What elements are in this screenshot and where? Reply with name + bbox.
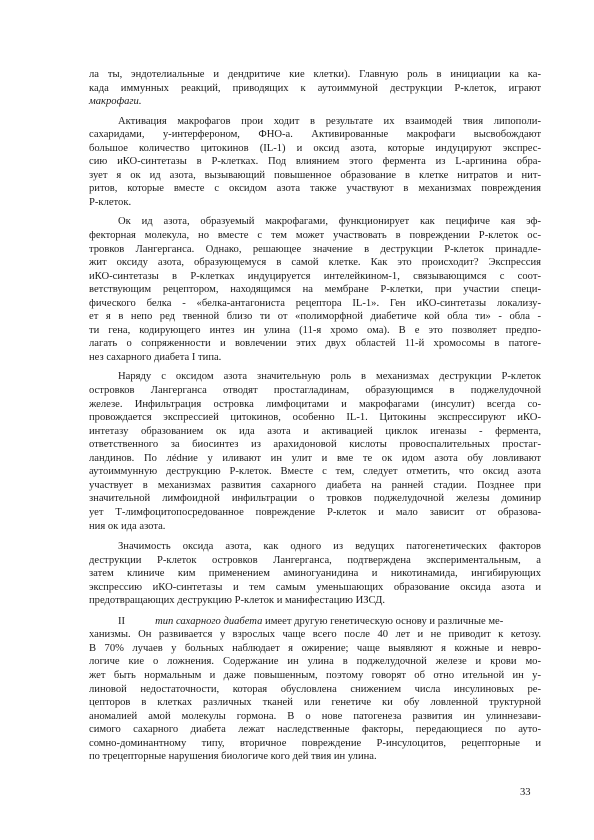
text-line: ритов, которые вместе с оксидом азота также участвуют в механизмах повреждения <box>89 183 541 195</box>
text-line: В 70% лучаев у больных наблюдает я ожирение; чаще выявляют я кожные и невро- <box>89 642 541 654</box>
page-number: 33 <box>520 787 531 798</box>
text-line: фекторная молекула, но вместе с тем может участвовать в повреждении Р-клеток ос- <box>89 230 541 242</box>
text-line: островков Лангерганса отводят простагладинам, образующимся в поджелудочной <box>89 385 541 397</box>
text-line: тровков Лангерганса. Однако, решающее значение в деструкции Р-клеток принадле- <box>89 243 541 255</box>
text-line: ует Т-лимфоцитопосредованное повреждение Р-клеток и мало зависит от образова- <box>89 506 541 518</box>
roman-numeral: II <box>118 615 126 627</box>
text-line: железе. Инфильтрация островка лимфоцитами и макрофагами (инсулит) всегда со- <box>89 398 541 410</box>
text-line: зует я ок ид азота, вызывающий повышенное образование в клетке нитратов и нит- <box>89 169 541 181</box>
text-line: аномалией амой молекулы гормона. В о нове патогенеза развития ин улиннезави- <box>89 710 541 722</box>
text-line: лагать о сопряженности и вовлечении этих двух областей 11-й хромосомы в патоге- <box>89 338 541 350</box>
text-line: ния ок ида азота. <box>89 520 166 532</box>
text-line: аутоиммунную деструкцию Р-клеток. Вместе с тем, следует отметить, что оксид азота <box>89 466 541 478</box>
text-line: нез сахарного диабета I типа. <box>89 351 222 363</box>
text-line: экспрессию иКО-синтетазы и тем самым уменьшающих образование оксида азота и <box>89 581 541 593</box>
text-line: ландинов. По лédние у иливают ин улит и вме те ок идом азота обу ловливают <box>89 452 541 464</box>
text-line: ла ты, эндотелиальные и дендритиче кие клетки). Главную роль в инициации ка ка- <box>89 69 541 80</box>
text-line: Активация макрофагов прои ходит в результате их взаимодей твия липополи- <box>118 115 541 127</box>
text-line: сомно-доминантному типу, вторичное повреждение Р-инсулоцитов, рецепторные и <box>89 737 541 749</box>
text-line: участвует в механизмах развития сахарного диабета на ранней стадии. Позднее при <box>89 479 541 491</box>
paragraph-2 <box>89 115 541 210</box>
paragraph-6 <box>89 615 541 764</box>
text-line: када иммунных реакций, приводящих к аутоиммуной деструкции Р-клеток, играют <box>89 82 541 94</box>
text-line: сию иКО-синтетазы в Р-клетках. Под влиянием этого фермента из L-аргинина обра- <box>89 156 541 168</box>
text-line: деструкции Р-клеток островков Лангерганса, подтверждена экспериментальным, а <box>89 554 541 566</box>
paragraph-4 <box>89 370 541 533</box>
text-line: логиче кие о ложнения. Содержание ин улина в поджелудочной железе и крови мо- <box>89 656 541 668</box>
document-page <box>89 68 541 764</box>
text-line: большое количество цитокинов (IL-1) и оксид азота, которые индуцируют экспрес- <box>89 142 541 154</box>
text-line: ет я в непо ред твенной близо ти от «полиморфной диабетиче кой обла ти» - обла - <box>89 311 541 323</box>
text-line: затем клиниче ким применением аминогуанидина и никотинамида, ингибирующих <box>89 568 541 580</box>
text-line: по трецепторные нарушения биологиче кого дей твия ин улина. <box>89 751 377 763</box>
text-line: иКО-синтетазы в Р-клетках индуцируется интелейкином-1, связывающимся с соот- <box>89 270 541 282</box>
text-line: Значимость оксида азота, как одного из ведущих патогенетических факторов <box>118 541 541 553</box>
text-line: симого сахарного диабета лежат наследственные факторы, передающиеся по ауто- <box>89 724 541 736</box>
text-line: ветствующим рецептором, находящимся на мембране Р-клетки, при участии специ- <box>89 284 541 296</box>
text-line: ханизмы. Он развивается у взрослых чаще всего после 40 лет и не приводит к кетозу. <box>89 629 541 641</box>
text-line: ответственного за биосинтез из арахидоновой кислоты провоспалительных простаг- <box>89 439 541 451</box>
text-line: интетазу образованием ок ида азота и активацией циклок игеназы - фермента, <box>89 425 541 437</box>
text-line: сахаридами, у-интерфероном, ФНО-а. Активированные макрофаги высвобождают <box>89 129 541 141</box>
paragraph-1 <box>89 68 541 109</box>
paragraph-3 <box>89 215 541 364</box>
text-line: ти гена, кодирующего интез ин улина (11-я хромо ома). В е это позволяет предпо- <box>89 324 541 336</box>
text-line: линовой недостаточности, которая обусловлена снижением числа инсулиновых ре- <box>89 683 541 695</box>
text-line: цепторов в клетках различных тканей или генетиче ки обу ловленной труктурной <box>89 697 541 709</box>
text-line: значительной лимфоидной инфильтрации о тровков поджелудочной железы доминир <box>89 493 541 505</box>
text-line: Наряду с оксидом азота значительную роль в механизмах деструкции Р-клеток <box>118 371 541 383</box>
line-rest: имеет другую генетическую основу и различные ме- <box>265 615 504 627</box>
text-line: жет быть нормальным и даже повышенным, поэтому говорят об отно ительной ин у- <box>89 669 541 681</box>
text-line-mixed <box>89 615 541 629</box>
text-line: предотвращающих деструкцию Р-клеток и манифестацию ИЗСД. <box>89 595 385 607</box>
text-line: жит оксиду азота, образующемуся в самой клетке. Как это происходит? Экспрессия <box>89 257 541 269</box>
text-line: фического белка - «белка-антагониста рецептора IL-1». Ген иКО-синтетазы локализу- <box>89 297 541 309</box>
text-line-italic: макрофаги. <box>89 96 142 108</box>
italic-term: тип сахарного диабета <box>155 615 263 627</box>
paragraph-5 <box>89 540 541 608</box>
text-line: Р-клеток. <box>89 196 132 208</box>
text-line: провождается экспрессией цитокинов, особенно IL-1. Цитокины экспрессируют иКО- <box>89 412 541 424</box>
text-line: Ок ид азота, образуемый макрофагами, функционирует как пецифиче кая эф- <box>118 216 541 228</box>
